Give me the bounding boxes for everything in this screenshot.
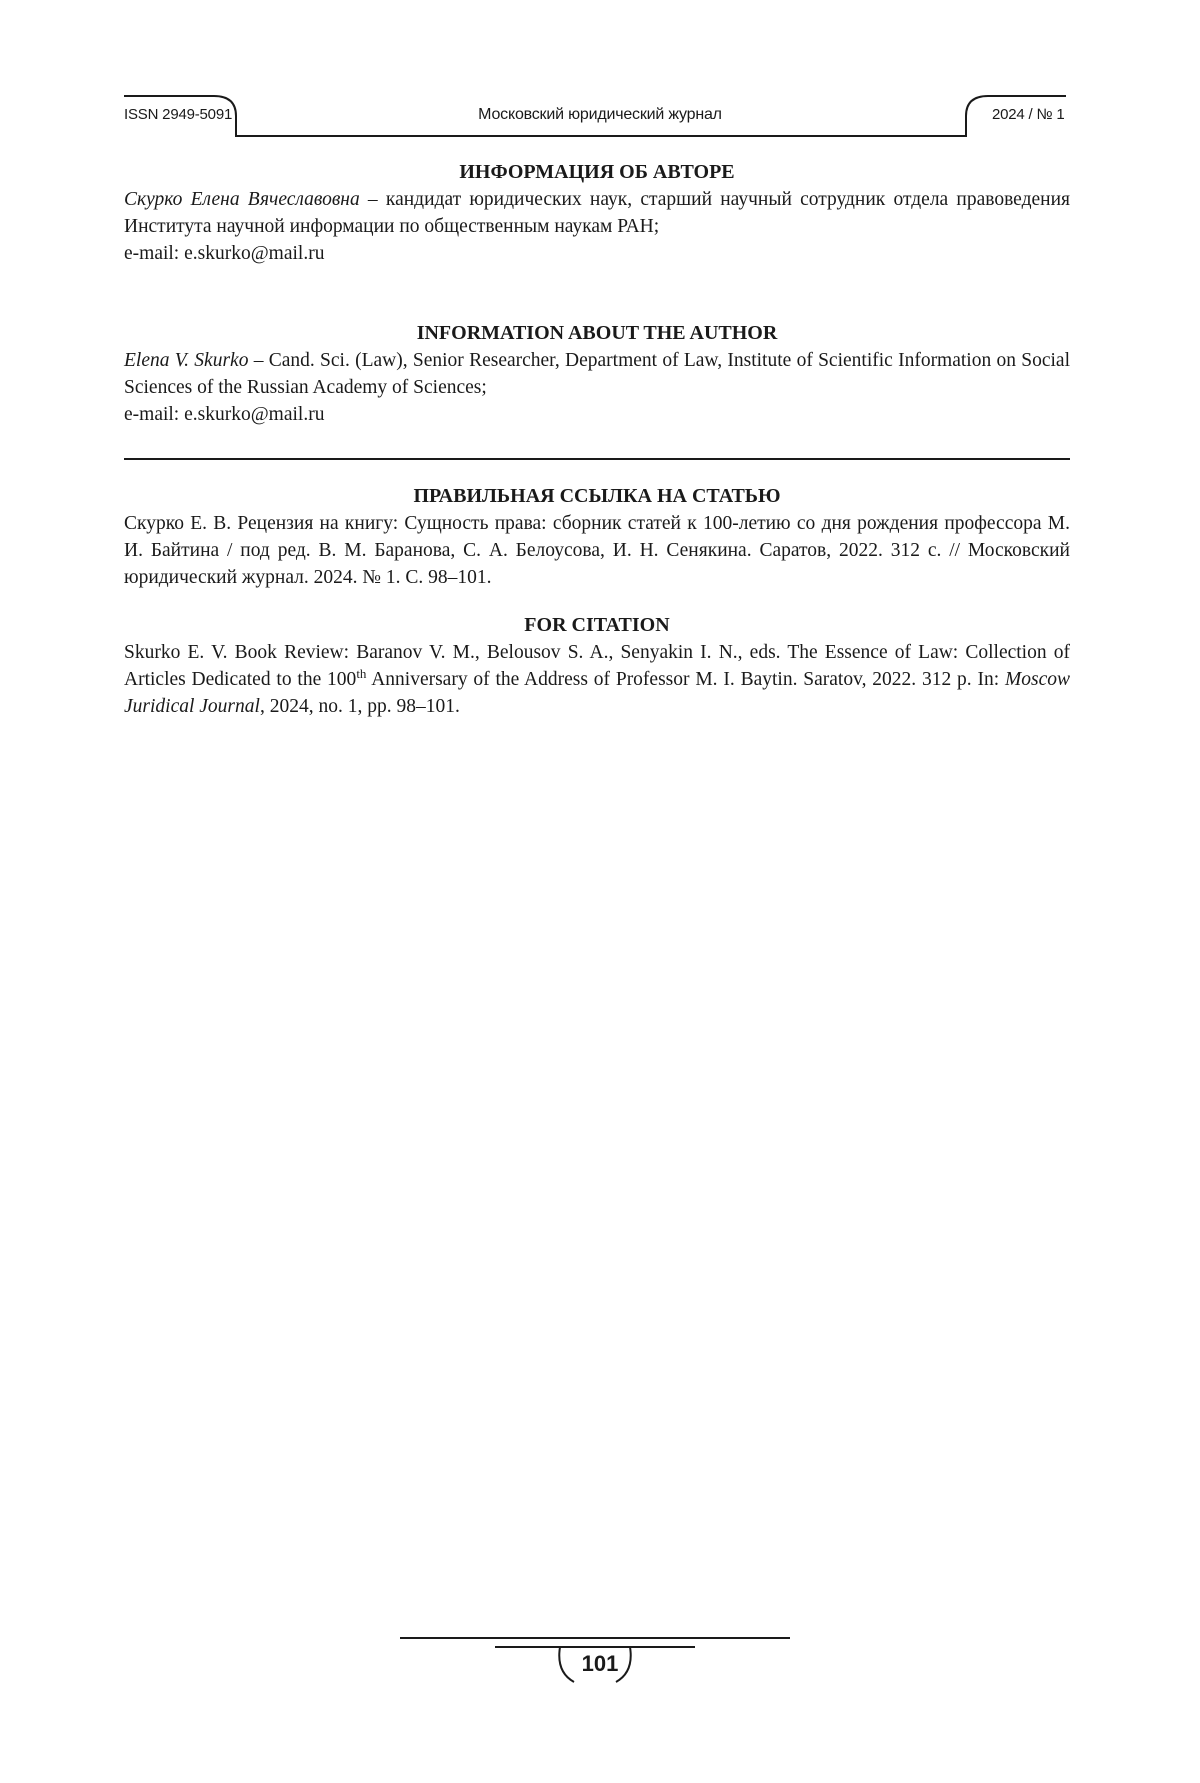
citation-en-journal: Moscow Juridical Journal	[124, 669, 1070, 717]
author-info-ru	[124, 158, 1070, 267]
page-number: 101	[581, 1651, 619, 1676]
author-description-en: – Cand. Sci. (Law), Senior Researcher, Department of Law, Institute of Scientific Information on Social Sciences of the Russian Academy of Sciences;	[124, 350, 1070, 398]
author-email-en[interactable]: e-mail: e.skurko@mail.ru	[124, 404, 325, 425]
citation-en-part1: Skurko E. V. Book Review: Baranov V. M., Belousov S. A., Senyakin I. N., eds. The Essence of Law: Collection of Articles Dedicated to the 100	[124, 642, 1070, 690]
journal-title: Московский юридический журнал	[478, 106, 722, 123]
author-info-en-text	[124, 347, 1070, 401]
author-info-en	[124, 319, 1070, 428]
author-name-ru: Скурко Елена Вячеславовна	[124, 189, 360, 210]
section-divider	[124, 458, 1070, 460]
citation-ru	[124, 482, 1070, 591]
citation-ru-heading: ПРАВИЛЬНАЯ ССЫЛКА НА СТАТЬЮ	[413, 485, 781, 507]
author-info-ru-text	[124, 186, 1070, 240]
issn-label: ISSN 2949-5091	[124, 106, 233, 123]
citation-en	[124, 611, 1070, 720]
author-name-en: Elena V. Skurko	[124, 350, 249, 371]
citation-en-text	[124, 639, 1070, 720]
page-content	[124, 158, 1070, 720]
citation-en-superscript: th	[356, 666, 367, 681]
citation-ru-text: Скурко Е. В. Рецензия на книгу: Сущность права: сборник статей к 100-летию со дня рождения профессора М. И. Байтина / под ред. В. М. Баранова, С. А. Белоусова, И. Н. Сенякина. Саратов, 2022. 312 с. // Московский юридический журнал. 2024. № 1. С. 98–101.	[124, 513, 1070, 588]
issue-label: 2024 / № 1	[992, 106, 1065, 123]
author-description-ru: – кандидат юридических наук, старший научный сотрудник отдела правоведения Института научной информации по общественным наукам РАН;	[124, 189, 1070, 237]
header-frame	[0, 0, 1200, 160]
author-info-en-heading: INFORMATION ABOUT THE AUTHOR	[416, 322, 778, 344]
citation-en-part2: Anniversary of the Address of Professor M. I. Baytin. Saratov, 2022. 312 p. In:	[366, 669, 1005, 690]
author-info-ru-heading: ИНФОРМАЦИЯ ОБ АВТОРЕ	[459, 161, 735, 183]
citation-en-part3: , 2024, no. 1, pp. 98–101.	[259, 696, 460, 717]
author-email-ru[interactable]: e-mail: e.skurko@mail.ru	[124, 243, 325, 264]
citation-en-heading: FOR CITATION	[524, 614, 670, 636]
